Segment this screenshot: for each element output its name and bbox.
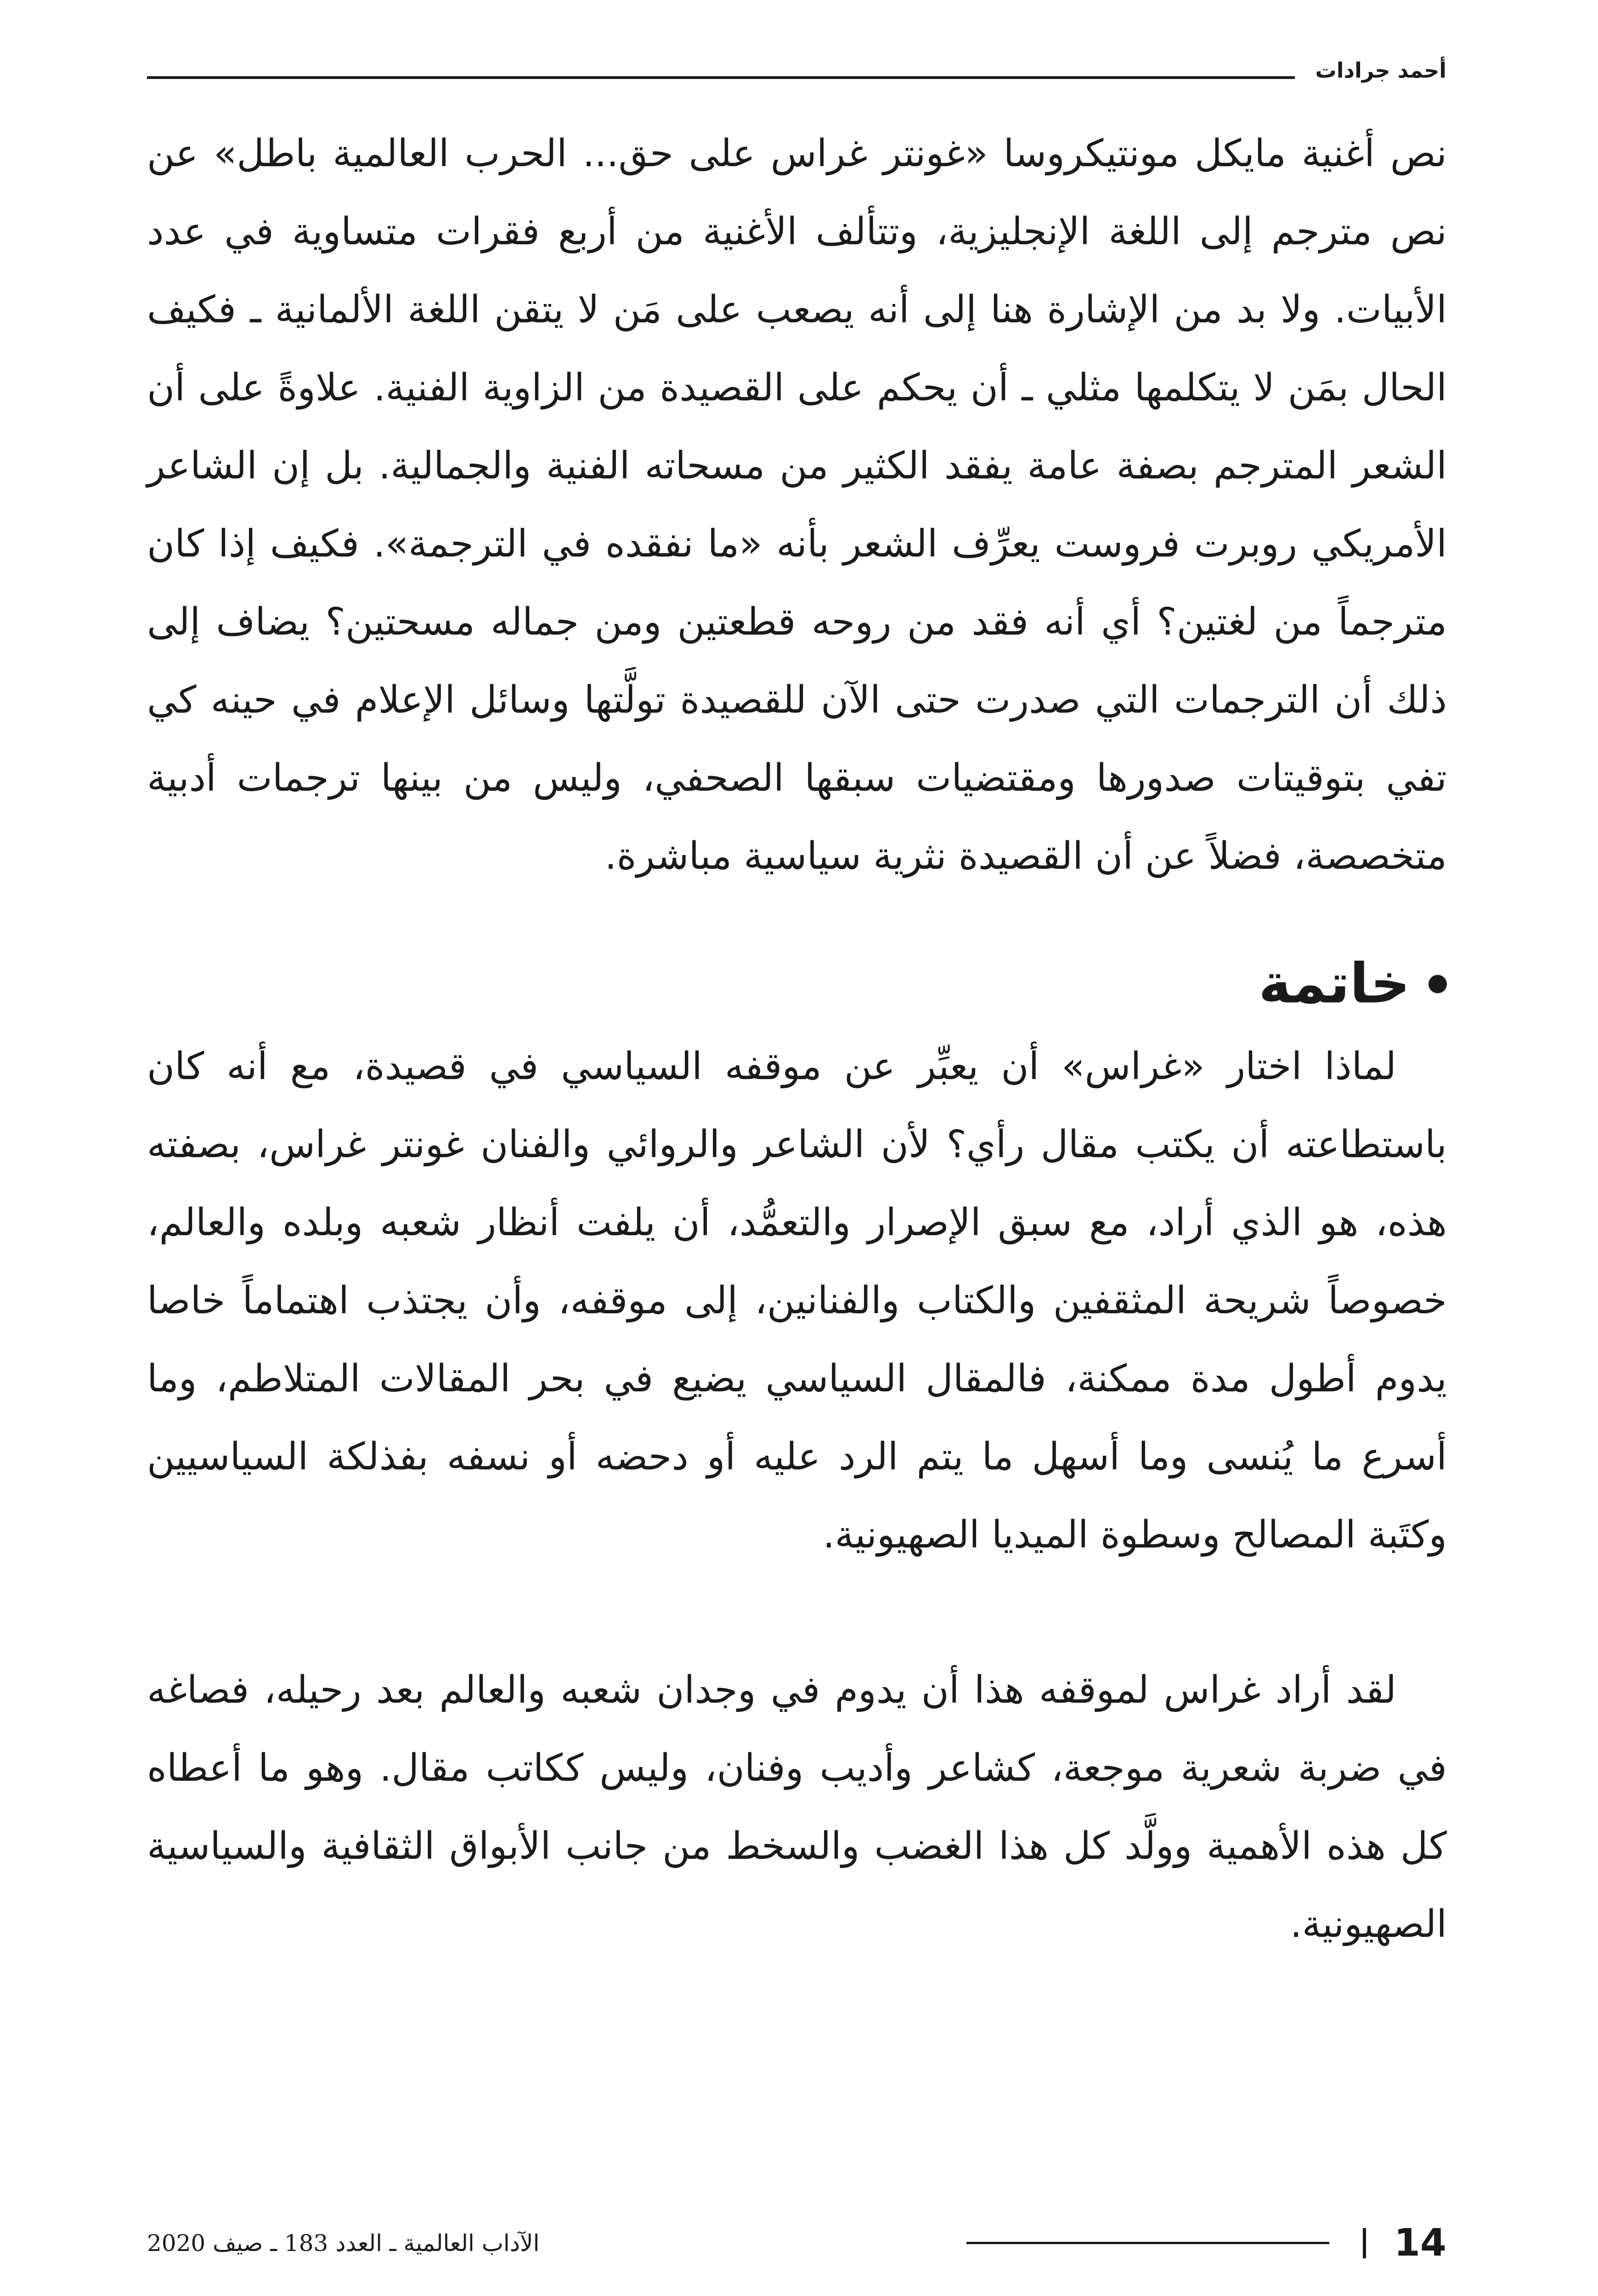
- bullet-icon: [1429, 975, 1447, 993]
- paragraph-2: لماذا اختار «غراس» أن يعبِّر عن موقفه السياسي في قصيدة، مع أنه كان باستطاعته أن يكتب مقال رأي؟ لأن الشاعر والروائي والفنان غونتر غراس، بصفته هذه، هو الذي أراد، مع سبق الإصرار والتعمُّد، أن يلفت أنظار شعبه وبلده والعالم، خصوصاً شريحة المثقفين والكتاب والفنانين، إلى موقفه، وأن يجتذب اهتماماً خاصا يدوم أطول مدة ممكنة، فالمقال السياسي يضيع في بحر المقالات المتلاطم، وما أسرع ما يُنسى وما أسهل ما يتم الرد عليه أو دحضه أو نسفه بفذلكة السياسيين وكتَبة المصالح وسطوة الميديا الصهيونية.: [147, 1045, 1447, 1557]
- header-author: أحمد جرادات: [1315, 58, 1446, 83]
- section-title: خاتمة: [1259, 952, 1410, 1016]
- page-footer: [147, 2223, 1446, 2264]
- footer-separator: [1363, 2228, 1366, 2258]
- running-header: [147, 54, 1446, 86]
- page-number: 14: [1394, 2221, 1446, 2265]
- paragraph-1: نص أغنية مايكل مونتيكروسا «غونتر غراس على حق... الحرب العالمية باطل» عن نص مترجم إلى اللغة الإنجليزية، وتتألف الأغنية من أربع فقرات متساوية في عدد الأبيات. ولا بد من الإشارة هنا إلى أنه يصعب على مَن لا يتقن اللغة الألمانية ـ فكيف الحال بمَن لا يتكلمها مثلي ـ أن يحكم على القصيدة من الزاوية الفنية. علاوةً على أن الشعر المترجم بصفة عامة يفقد الكثير من مسحاته الفنية والجمالية. بل إن الشاعر الأمريكي روبرت فروست يعرِّف الشعر بأنه «ما نفقده في الترجمة». فكيف إذا كان مترجماً من لغتين؟ أي أنه فقد من روحه قطعتين ومن جماله مسحتين؟ يضاف إلى ذلك أن الترجمات التي صدرت حتى الآن للقصيدة تولَّتها وسائل الإعلام في حينه كي تفي بتوقيتات صدورها ومقتضيات سبقها الصحفي، وليس من بينها ترجمات أدبية متخصصة، فضلاً عن أن القصيدة نثرية سياسية مباشرة.: [147, 132, 1447, 878]
- header-rule: [147, 76, 1295, 79]
- paragraph-3: لقد أراد غراس لموقفه هذا أن يدوم في وجدان شعبه والعالم بعد رحيله، فصاغه في ضربة شعرية موجعة، كشاعر وأديب وفنان، وليس ككاتب مقال. وهو ما أعطاه كل هذه الأهمية وولَّد كل هذا الغضب والسخط من جانب الأبواق الثقافية والسياسية الصهيونية.: [147, 1668, 1447, 1946]
- footer-rule: [966, 2242, 1329, 2244]
- journal-info: الآداب العالمية ـ العدد 183 ـ صيف 2020: [147, 2230, 540, 2257]
- article-body: [147, 115, 1447, 1964]
- section-heading: [147, 950, 1447, 1019]
